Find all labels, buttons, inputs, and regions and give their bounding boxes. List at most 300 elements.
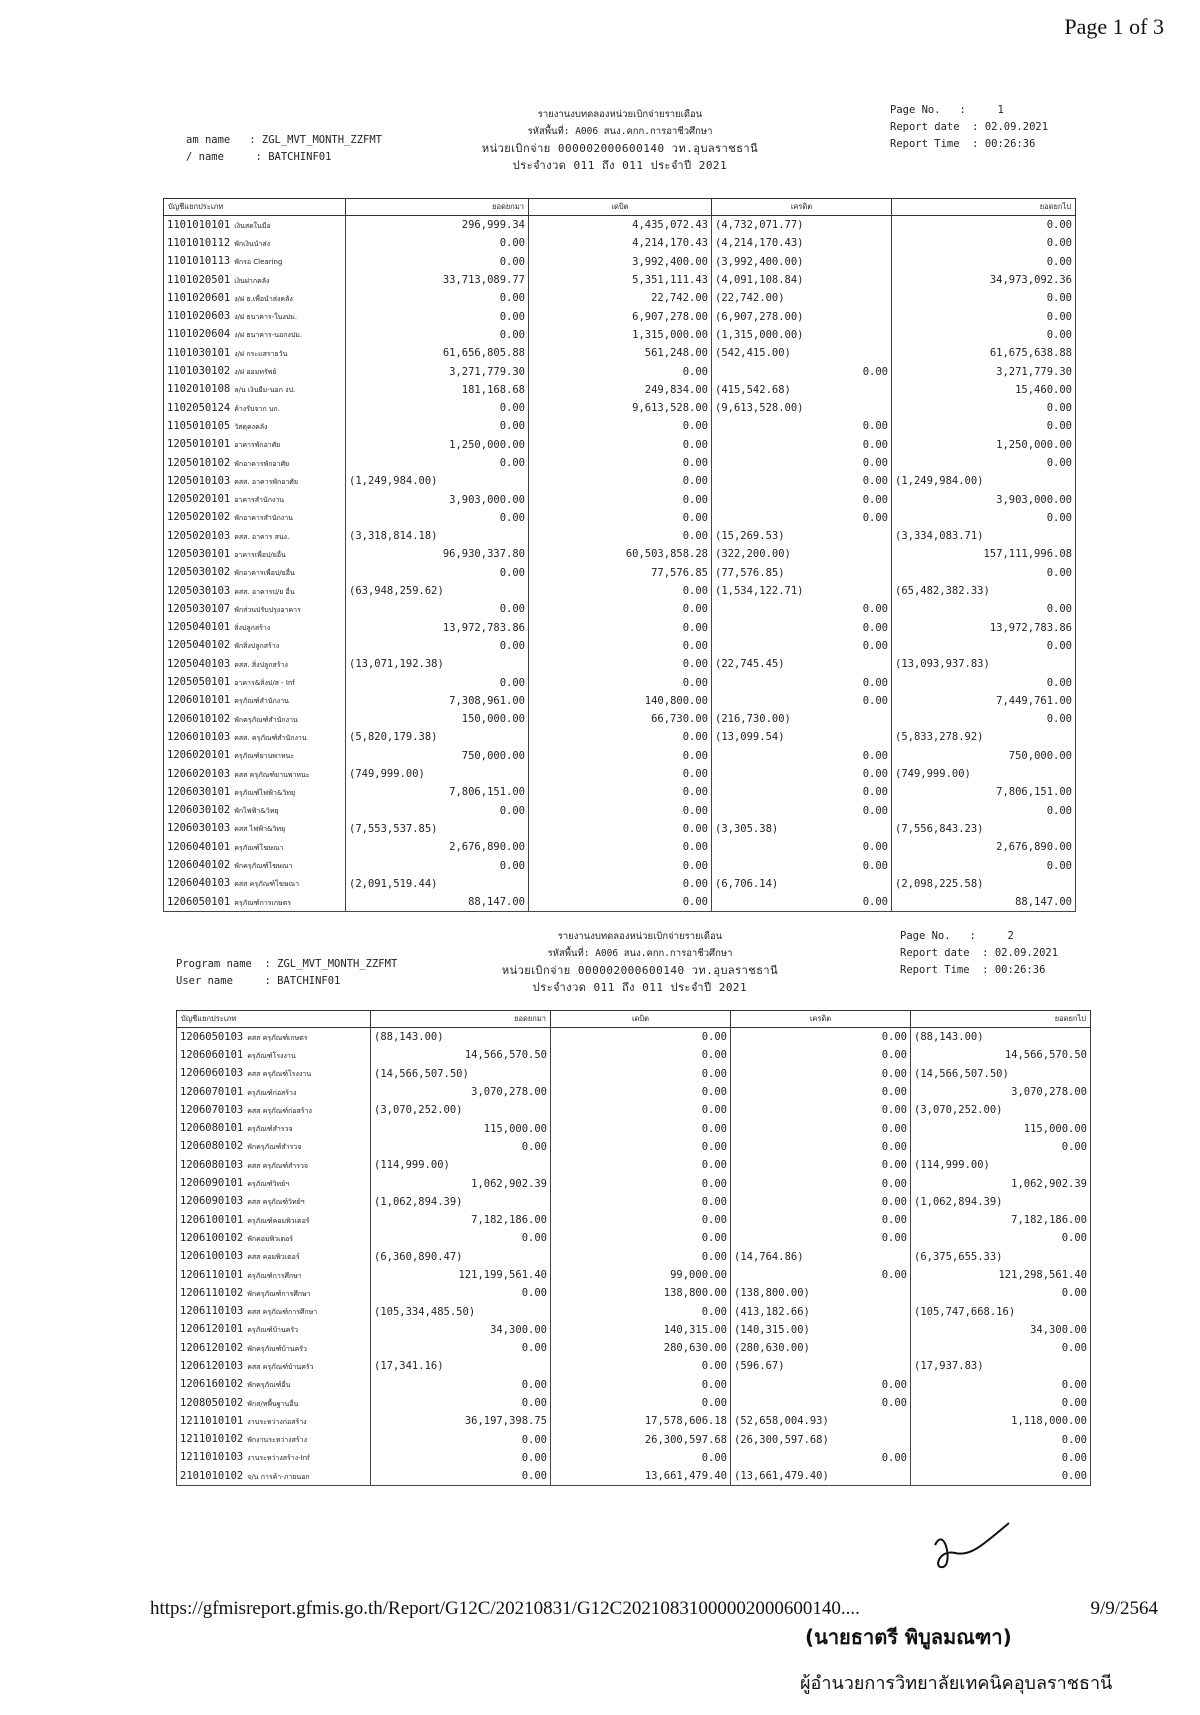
account-name: คสส ครุภัณฑ์วิทย์ฯ: [247, 1198, 305, 1207]
report-title: รายงานงบทดลองหน่วยเบิกจ่ายรายเดือน: [537, 109, 703, 120]
credit-cell: 0.00: [712, 893, 892, 912]
debit-cell: 4,435,072.43: [529, 216, 712, 235]
account-cell: [164, 728, 346, 746]
debit-cell: 17,578,606.18: [551, 1412, 731, 1430]
credit-cell: 0.00: [712, 362, 892, 380]
table-row: [164, 710, 1076, 728]
account-cell: [177, 1028, 371, 1047]
account-code: 1206060101: [180, 1048, 244, 1061]
debit-cell: 0.00: [551, 1376, 731, 1394]
brought-forward-cell: 33,713,089.77: [346, 271, 529, 289]
account-name: เงินฝากคลัง: [234, 276, 270, 285]
account-cell: [164, 527, 346, 545]
account-name: พักอาคารสำนักงาน: [234, 514, 293, 523]
account-name: ง/ฝ ธนาคาร-นอกงปม.: [234, 331, 303, 340]
credit-cell: 0.00: [712, 765, 892, 783]
account-cell: [164, 344, 346, 362]
page-no: Page No. : 2: [900, 930, 1014, 942]
brought-forward-cell: (5,820,179.38): [346, 728, 529, 746]
account-code: 1205020101: [167, 493, 231, 506]
brought-forward-cell: (3,318,814.18): [346, 527, 529, 545]
credit-cell: 0.00: [712, 673, 892, 691]
account-code: 1205020102: [167, 511, 231, 524]
account-cell: [164, 747, 346, 765]
account-code: 1101020603: [167, 310, 231, 323]
program-value: : ZGL_MVT_MONTH_ZZFMT: [264, 958, 398, 970]
debit-cell: 0.00: [529, 509, 712, 527]
credit-cell: (15,269.53): [712, 527, 892, 545]
account-name: วัสดุคงคลัง: [234, 422, 268, 431]
area-code: รหัสพื้นที่: A006 สนง.คกก.การอาชีวศึกษา: [547, 948, 733, 959]
carried-forward-cell: (3,334,083.71): [892, 527, 1076, 545]
credit-cell: (138,800.00): [731, 1284, 911, 1302]
signature-scribble-icon: [925, 1515, 1015, 1575]
report-header-left-2: [176, 956, 397, 990]
debit-cell: 0.00: [551, 1119, 731, 1137]
account-cell: [164, 253, 346, 271]
carried-forward-cell: 0.00: [892, 234, 1076, 252]
carried-forward-cell: 157,111,996.08: [892, 545, 1076, 563]
account-name: พักส่วนปรับปรุงอาคาร: [234, 605, 301, 614]
account-name: คสส ครุภัณฑ์โฆษณา: [234, 880, 300, 889]
report-time: Report Time : 00:26:36: [900, 964, 1046, 976]
col-header-debit: เดบิต: [551, 1011, 731, 1028]
account-code: 1205050101: [167, 676, 231, 689]
carried-forward-cell: 34,300.00: [911, 1321, 1091, 1339]
account-code: 1206110103: [180, 1305, 244, 1318]
carried-forward-cell: 0.00: [911, 1394, 1091, 1412]
table-row: [164, 454, 1076, 472]
account-code: 1101030102: [167, 365, 231, 378]
credit-cell: 0.00: [712, 747, 892, 765]
account-code: 1206110101: [180, 1268, 244, 1281]
brought-forward-cell: (2,091,519.44): [346, 875, 529, 893]
account-name: ง/ฝ ออมทรัพย์: [234, 368, 277, 377]
account-cell: [177, 1248, 371, 1266]
credit-cell: 0.00: [731, 1174, 911, 1192]
brought-forward-cell: (17,341.16): [371, 1357, 551, 1375]
user-label: User name: [176, 975, 233, 987]
debit-cell: 1,315,000.00: [529, 326, 712, 344]
account-name: พักครุภัณฑ์อื่น: [247, 1381, 291, 1390]
account-code: 1105010105: [167, 419, 231, 432]
table-row: [164, 802, 1076, 820]
account-name: คสส ครุภัณฑ์สำรวจ: [247, 1161, 309, 1170]
carried-forward-cell: (88,143.00): [911, 1028, 1091, 1047]
report-header-center-1: [470, 106, 770, 174]
debit-cell: 60,503,858.28: [529, 545, 712, 563]
brought-forward-cell: 150,000.00: [346, 710, 529, 728]
account-code: 1206050103: [180, 1030, 244, 1043]
account-name: คสส. อาคารพักอาศัย: [234, 477, 298, 486]
debit-cell: 0.00: [551, 1394, 731, 1412]
account-name: ง/ฝ กระแสรายวัน: [234, 349, 288, 358]
account-name: ง/ฝ ธนาคาร-ในงปม.: [234, 313, 298, 322]
table-row: [164, 600, 1076, 618]
table-row: [164, 875, 1076, 893]
brought-forward-cell: 0.00: [346, 253, 529, 271]
account-code: 1101010113: [167, 255, 231, 268]
debit-cell: 0.00: [551, 1174, 731, 1192]
carried-forward-cell: 1,062,902.39: [911, 1174, 1091, 1192]
col-header-brought-forward: ยอดยกมา: [371, 1011, 551, 1028]
account-code: 1206060103: [180, 1067, 244, 1080]
disbursement-unit: หน่วยเบิกจ่าย 000002000600140 วท.อุบลราชธานี: [501, 964, 779, 977]
credit-cell: (52,658,004.93): [731, 1412, 911, 1430]
signer-title: ผู้อำนวยการวิทยาลัยเทคนิคอุบลราชธานี: [800, 1673, 1113, 1694]
account-name: คสส ครุภัณฑ์โรงงาน: [247, 1070, 312, 1079]
account-cell: [164, 216, 346, 235]
table-row: [164, 417, 1076, 435]
account-name: สิ่งปลูกสร้าง: [234, 624, 271, 633]
credit-cell: (13,661,479.40): [731, 1467, 911, 1486]
account-cell: [177, 1467, 371, 1486]
brought-forward-cell: 0.00: [371, 1449, 551, 1467]
account-code: 1205010103: [167, 474, 231, 487]
account-cell: [164, 381, 346, 399]
brought-forward-cell: 96,930,337.80: [346, 545, 529, 563]
account-name: พักส/ทพื้นฐานอื่น: [247, 1399, 299, 1408]
debit-cell: 0.00: [529, 783, 712, 801]
account-code: 1205030101: [167, 547, 231, 560]
report-date: Report date : 02.09.2021: [900, 947, 1059, 959]
table-row: [164, 253, 1076, 271]
brought-forward-cell: 0.00: [346, 454, 529, 472]
credit-cell: (77,576.85): [712, 564, 892, 582]
debit-cell: 0.00: [551, 1065, 731, 1083]
table-row: [177, 1229, 1091, 1247]
account-cell: [177, 1156, 371, 1174]
account-cell: [164, 619, 346, 637]
carried-forward-cell: 0.00: [892, 856, 1076, 874]
account-cell: [164, 472, 346, 490]
debit-cell: 26,300,597.68: [551, 1431, 731, 1449]
account-cell: [164, 289, 346, 307]
debit-cell: 0.00: [529, 838, 712, 856]
account-cell: [164, 582, 346, 600]
brought-forward-cell: (6,360,890.47): [371, 1248, 551, 1266]
account-code: 2101010102: [180, 1469, 244, 1482]
program-label: am name: [186, 134, 231, 146]
credit-cell: 0.00: [731, 1028, 911, 1047]
credit-cell: (13,099.54): [712, 728, 892, 746]
account-cell: [177, 1357, 371, 1375]
debit-cell: 249,834.00: [529, 381, 712, 399]
account-cell: [177, 1266, 371, 1284]
area-code: รหัสพื้นที่: A006 สนง.คกก.การอาชีวศึกษา: [527, 126, 713, 137]
account-name: พักครุภัณฑ์สำนักงาน: [234, 715, 298, 724]
debit-cell: 0.00: [529, 673, 712, 691]
debit-cell: 6,907,278.00: [529, 307, 712, 325]
debit-cell: 3,992,400.00: [529, 253, 712, 271]
disbursement-unit: หน่วยเบิกจ่าย 000002000600140 วท.อุบลราชธานี: [481, 142, 759, 155]
account-code: 1206120101: [180, 1323, 244, 1336]
table-row: [164, 509, 1076, 527]
account-name: คสส. สิ่งปลูกสร้าง: [234, 660, 288, 669]
table-row: [164, 856, 1076, 874]
credit-cell: 0.00: [712, 619, 892, 637]
carried-forward-cell: 0.00: [892, 307, 1076, 325]
debit-cell: 0.00: [551, 1449, 731, 1467]
account-cell: [164, 838, 346, 856]
debit-cell: 0.00: [551, 1229, 731, 1247]
account-name: พักครุภัณฑ์โฆษณา: [234, 862, 293, 871]
brought-forward-cell: (1,249,984.00): [346, 472, 529, 490]
credit-cell: (280,630.00): [731, 1339, 911, 1357]
user-value: : BATCHINF01: [264, 975, 341, 987]
table-row: [164, 893, 1076, 912]
account-cell: [177, 1284, 371, 1302]
account-code: 1208050102: [180, 1396, 244, 1409]
account-code: 1206010102: [167, 712, 231, 725]
account-code: 1206070101: [180, 1085, 244, 1098]
account-code: 1206030102: [167, 804, 231, 817]
col-header-credit: เครดิต: [712, 199, 892, 216]
account-name: คสส. อาคาร สนง.: [234, 532, 290, 541]
carried-forward-cell: (17,937.83): [911, 1357, 1091, 1375]
credit-cell: (1,534,122.71): [712, 582, 892, 600]
table-row: [164, 564, 1076, 582]
account-code: 1206100103: [180, 1250, 244, 1263]
table-row: [177, 1119, 1091, 1137]
table-row: [164, 527, 1076, 545]
brought-forward-cell: 3,903,000.00: [346, 490, 529, 508]
brought-forward-cell: 7,182,186.00: [371, 1211, 551, 1229]
credit-cell: (140,315.00): [731, 1321, 911, 1339]
account-name: ครุภัณฑ์วิทย์ฯ: [247, 1180, 290, 1189]
carried-forward-cell: (3,070,252.00): [911, 1101, 1091, 1119]
account-code: 1206010101: [167, 694, 231, 707]
debit-cell: 0.00: [529, 728, 712, 746]
brought-forward-cell: 0.00: [346, 802, 529, 820]
account-code: 1206020103: [167, 767, 231, 780]
account-name: พักอาคารเพื่อป/ยอื่น: [234, 569, 295, 578]
account-name: ครุภัณฑ์การศึกษา: [247, 1271, 302, 1280]
credit-cell: 0.00: [731, 1266, 911, 1284]
table-row: [177, 1394, 1091, 1412]
carried-forward-cell: (13,093,937.83): [892, 655, 1076, 673]
account-name: พักครุภัณฑ์บ้านครัว: [247, 1344, 307, 1353]
table-row: [177, 1339, 1091, 1357]
carried-forward-cell: 0.00: [892, 399, 1076, 417]
carried-forward-cell: 0.00: [892, 802, 1076, 820]
carried-forward-cell: 13,972,783.86: [892, 619, 1076, 637]
table-row: [177, 1028, 1091, 1047]
table-row: [164, 820, 1076, 838]
credit-cell: 0.00: [731, 1083, 911, 1101]
carried-forward-cell: 0.00: [911, 1229, 1091, 1247]
debit-cell: 0.00: [551, 1193, 731, 1211]
carried-forward-cell: 0.00: [892, 637, 1076, 655]
account-cell: [177, 1211, 371, 1229]
debit-cell: 140,315.00: [551, 1321, 731, 1339]
account-code: 1206050101: [167, 895, 231, 908]
carried-forward-cell: 3,903,000.00: [892, 490, 1076, 508]
carried-forward-cell: 121,298,561.40: [911, 1266, 1091, 1284]
debit-cell: 0.00: [551, 1083, 731, 1101]
account-name: ครุภัณฑ์ไฟฟ้า&วิทยุ: [234, 788, 296, 797]
carried-forward-cell: (1,249,984.00): [892, 472, 1076, 490]
report-header-left-1: [186, 132, 382, 166]
debit-cell: 77,576.85: [529, 564, 712, 582]
account-code: 1102010108: [167, 383, 231, 396]
account-name: คสส. ครุภัณฑ์สำนักงาน: [234, 733, 307, 742]
account-cell: [177, 1229, 371, 1247]
brought-forward-cell: (88,143.00): [371, 1028, 551, 1047]
account-cell: [177, 1119, 371, 1137]
account-name: พักรอ Clearing: [234, 258, 283, 267]
brought-forward-cell: 3,271,779.30: [346, 362, 529, 380]
table-row: [177, 1138, 1091, 1156]
account-code: 1206100102: [180, 1231, 244, 1244]
account-name: ครุภัณฑ์คอมพิวเตอร์: [247, 1216, 310, 1225]
brought-forward-cell: 0.00: [371, 1284, 551, 1302]
account-code: 1101010112: [167, 236, 231, 249]
debit-cell: 13,661,479.40: [551, 1467, 731, 1486]
carried-forward-cell: (14,566,507.50): [911, 1065, 1091, 1083]
carried-forward-cell: (7,556,843.23): [892, 820, 1076, 838]
account-cell: [164, 454, 346, 472]
account-cell: [177, 1449, 371, 1467]
carried-forward-cell: 0.00: [892, 289, 1076, 307]
credit-cell: (22,742.00): [712, 289, 892, 307]
account-cell: [164, 637, 346, 655]
account-code: 1101020604: [167, 328, 231, 341]
brought-forward-cell: 14,566,570.50: [371, 1046, 551, 1064]
brought-forward-cell: (749,999.00): [346, 765, 529, 783]
carried-forward-cell: 3,070,278.00: [911, 1083, 1091, 1101]
user-value: : BATCHINF01: [255, 151, 332, 163]
brought-forward-cell: 0.00: [346, 417, 529, 435]
carried-forward-cell: (1,062,894.39): [911, 1193, 1091, 1211]
credit-cell: 0.00: [712, 417, 892, 435]
account-code: 1206110102: [180, 1286, 244, 1299]
account-name: ครุภัณฑ์ก่อสร้าง: [247, 1088, 297, 1097]
brought-forward-cell: (1,062,894.39): [371, 1193, 551, 1211]
carried-forward-cell: 0.00: [892, 600, 1076, 618]
account-name: พักคอมพิวเตอร์: [247, 1234, 294, 1243]
account-code: 1205030102: [167, 566, 231, 579]
account-cell: [177, 1302, 371, 1320]
account-cell: [164, 765, 346, 783]
debit-cell: 0.00: [529, 655, 712, 673]
account-name: ครุภัณฑ์สำนักงาน: [234, 697, 289, 706]
credit-cell: 0.00: [731, 1101, 911, 1119]
account-name: พักครุภัณฑ์สำรวจ: [247, 1143, 302, 1152]
account-name: คสส ครุภัณฑ์เกษตร: [247, 1033, 308, 1042]
brought-forward-cell: 88,147.00: [346, 893, 529, 912]
account-code: 1206040103: [167, 877, 231, 890]
report-header-center-2: [490, 928, 790, 996]
carried-forward-cell: 0.00: [911, 1467, 1091, 1486]
account-code: 1205040101: [167, 621, 231, 634]
credit-cell: 0.00: [731, 1229, 911, 1247]
account-cell: [177, 1046, 371, 1064]
account-code: 1101030101: [167, 346, 231, 359]
table-row: [164, 344, 1076, 362]
account-name: คสส ครุภัณฑ์ก่อสร้าง: [247, 1106, 312, 1115]
account-name: พักไฟฟ้า&วิทยุ: [234, 807, 279, 816]
brought-forward-cell: 296,999.34: [346, 216, 529, 235]
account-name: งานระหว่างสร้าง-Inf: [247, 1454, 310, 1463]
table-row: [177, 1046, 1091, 1064]
credit-cell: (26,300,597.68): [731, 1431, 911, 1449]
debit-cell: 0.00: [529, 454, 712, 472]
credit-cell: 0.00: [731, 1046, 911, 1064]
account-name: คสส ครุภัณฑ์บ้านครัว: [247, 1362, 314, 1371]
account-name: พักเงินนำส่ง: [234, 239, 271, 248]
account-cell: [164, 436, 346, 454]
table-row: [164, 490, 1076, 508]
brought-forward-cell: 0.00: [346, 673, 529, 691]
account-cell: [177, 1101, 371, 1119]
credit-cell: (1,315,000.00): [712, 326, 892, 344]
account-name: ครุภัณฑ์ยานพาหนะ: [234, 752, 295, 761]
table-row: [164, 692, 1076, 710]
credit-cell: (14,764.86): [731, 1248, 911, 1266]
credit-cell: 0.00: [731, 1449, 911, 1467]
account-code: 1102050124: [167, 401, 231, 414]
brought-forward-cell: 750,000.00: [346, 747, 529, 765]
brought-forward-cell: 1,062,902.39: [371, 1174, 551, 1192]
table-row: [164, 655, 1076, 673]
program-value: : ZGL_MVT_MONTH_ZZFMT: [249, 134, 382, 146]
debit-cell: 0.00: [529, 619, 712, 637]
credit-cell: (4,214,170.43): [712, 234, 892, 252]
account-name: ล/น เงินยืม-นอก งป.: [234, 386, 296, 395]
account-name: คสส ครุภัณฑ์ยานพาหนะ: [234, 770, 310, 779]
account-name: พักสิ่งปลูกสร้าง: [234, 642, 280, 651]
account-cell: [164, 893, 346, 912]
carried-forward-cell: (6,375,655.33): [911, 1248, 1091, 1266]
col-header-carried-forward: ยอดยกไป: [892, 199, 1076, 216]
account-cell: [164, 673, 346, 691]
col-header-credit: เครดิต: [731, 1011, 911, 1028]
account-cell: [177, 1193, 371, 1211]
account-code: 1206020101: [167, 749, 231, 762]
debit-cell: 140,800.00: [529, 692, 712, 710]
debit-cell: 0.00: [551, 1248, 731, 1266]
brought-forward-cell: 3,070,278.00: [371, 1083, 551, 1101]
carried-forward-cell: 1,118,000.00: [911, 1412, 1091, 1430]
account-cell: [164, 509, 346, 527]
carried-forward-cell: 0.00: [892, 216, 1076, 235]
account-cell: [164, 802, 346, 820]
brought-forward-cell: 0.00: [346, 564, 529, 582]
debit-cell: 66,730.00: [529, 710, 712, 728]
page-label: Page 1 of 3: [1064, 14, 1164, 39]
account-name: คสส. อาคารป/ย อื่น: [234, 587, 295, 596]
signer-name: (นายธาตรี พิบูลมณฑา): [805, 1625, 1012, 1649]
account-code: 1205020103: [167, 529, 231, 542]
credit-cell: (596.67): [731, 1357, 911, 1375]
account-code: 1206160102: [180, 1378, 244, 1391]
report-title: รายงานงบทดลองหน่วยเบิกจ่ายรายเดือน: [557, 931, 723, 942]
carried-forward-cell: (65,482,382.33): [892, 582, 1076, 600]
carried-forward-cell: 0.00: [911, 1284, 1091, 1302]
account-code: 1206100101: [180, 1213, 244, 1226]
table-row: [164, 838, 1076, 856]
debit-cell: 0.00: [551, 1211, 731, 1229]
user-label: / name: [186, 151, 224, 163]
credit-cell: 0.00: [731, 1211, 911, 1229]
account-code: 1206090103: [180, 1195, 244, 1208]
credit-cell: 0.00: [731, 1138, 911, 1156]
program-label: Program name: [176, 958, 252, 970]
account-cell: [177, 1394, 371, 1412]
carried-forward-cell: 0.00: [892, 710, 1076, 728]
account-name: คสส ครุภัณฑ์การศึกษา: [247, 1308, 318, 1317]
